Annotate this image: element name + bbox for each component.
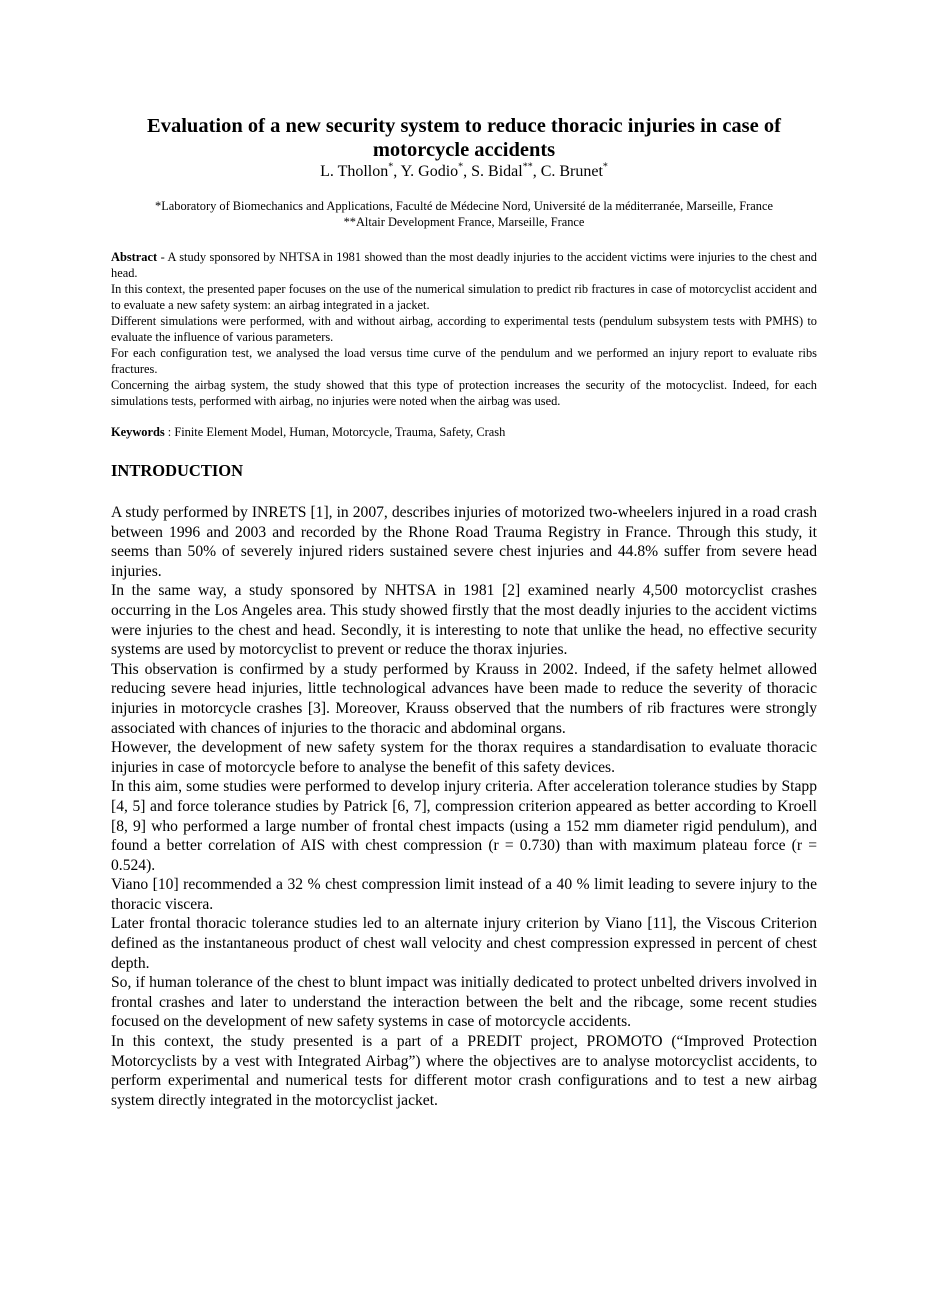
abstract-text: - A study sponsored by NHTSA in 1981 showed than the most deadly injuries to the accident victims were injuries to the chest and head. xyxy=(111,250,817,280)
affiliations xyxy=(111,198,817,230)
author-affiliation-mark: * xyxy=(602,161,608,173)
author-separator: , xyxy=(532,163,541,180)
author-affiliation-mark: * xyxy=(458,161,464,173)
body-paragraph: However, the development of new safety system for the thorax requires a standardisation to evaluate thoracic injuries in case of motorcycle before to analyse the benefit of this safety devices. xyxy=(111,739,817,776)
abstract-paragraph: In this context, the presented paper focuses on the use of the numerical simulation to predict rib fractures in case of motorcyclist accident and to evaluate a new safety system: an airbag integrated in a jacket. xyxy=(111,282,817,312)
author-separator: , xyxy=(393,163,401,180)
paper-title: Evaluation of a new security system to reduce thoracic injuries in case of motorcycle accidents xyxy=(147,115,781,161)
keywords-label: Keywords xyxy=(111,425,165,439)
paper-page xyxy=(111,114,817,1110)
introduction-body xyxy=(111,503,817,1110)
author-list xyxy=(111,162,817,182)
body-paragraph: Viano [10] recommended a 32 % chest compression limit instead of a 40 % limit leading to severe injury to the thoracic viscera. xyxy=(111,876,817,913)
abstract-paragraph: Concerning the airbag system, the study showed that this type of protection increases the security of the motocyclist. Indeed, for each simulations tests, performed with airbag, no injuries were noted when the airbag was used. xyxy=(111,378,817,408)
keywords-text: : Finite Element Model, Human, Motorcycle, Trauma, Safety, Crash xyxy=(164,425,506,439)
keywords xyxy=(111,424,817,440)
author-affiliation-mark: * xyxy=(388,161,394,173)
affiliation-line: *Laboratory of Biomechanics and Applications, Faculté de Médecine Nord, Université de la méditerranée, Marseille, France xyxy=(155,199,773,213)
author-affiliation-mark: ** xyxy=(522,161,533,173)
body-paragraph: A study performed by INRETS [1], in 2007, describes injuries of motorized two-wheelers injured in a road crash between 1996 and 2003 and recorded by the Rhone Road Trauma Registry in France. Through this study, it seems than 50% of severely injured riders sustained severe chest injuries and 44.8% suffer from severe head injuries. xyxy=(111,504,817,580)
author-name: C. Brunet xyxy=(540,163,603,180)
body-paragraph: This observation is confirmed by a study performed by Krauss in 2002. Indeed, if the safety helmet allowed reducing severe head injuries, little technological advances have been made to reduce the severity of thoracic injuries in motorcycle crashes [3]. Moreover, Krauss observed that the numbers of rib fractures were strongly associated with chances of injuries to the thoracic and abdominal organs. xyxy=(111,660,817,737)
abstract-paragraph: Different simulations were performed, with and without airbag, according to experimental tests (pendulum subsystem tests with PMHS) to evaluate the influence of various parameters. xyxy=(111,314,817,344)
author-name: L. Thollon xyxy=(320,163,389,180)
abstract xyxy=(111,249,817,409)
author-name: Y. Godio xyxy=(400,163,459,180)
body-paragraph: So, if human tolerance of the chest to blunt impact was initially dedicated to protect unbelted drivers involved in frontal crashes and later to understand the interaction between the belt and the ribcage, some recent studies focused on the development of new safety systems in case of motorcycle accidents. xyxy=(111,974,817,1031)
abstract-label: Abstract xyxy=(111,250,158,264)
body-paragraph: Later frontal thoracic tolerance studies led to an alternate injury criterion by Viano [11], the Viscous Criterion defined as the instantaneous product of chest wall velocity and chest compression expressed in percent of chest depth. xyxy=(111,915,817,972)
body-paragraph: In the same way, a study sponsored by NHTSA in 1981 [2] examined nearly 4,500 motorcyclist crashes occurring in the Los Angeles area. This study showed firstly that the most deadly injuries to the accident victims were injuries to the chest and head. Secondly, it is interesting to note that unlike the head, no effective security systems are used by motorcyclist to prevent or reduce the thorax injuries. xyxy=(111,582,817,659)
abstract-paragraph xyxy=(111,249,817,281)
affiliation-line: **Altair Development France, Marseille, France xyxy=(343,215,585,229)
section-heading-introduction: INTRODUCTION xyxy=(111,461,244,480)
author-name: S. Bidal xyxy=(471,163,523,180)
abstract-paragraph: For each configuration test, we analysed the load versus time curve of the pendulum and we performed an injury report to evaluate ribs fractures. xyxy=(111,346,817,376)
author-separator: , xyxy=(463,163,472,180)
body-paragraph: In this aim, some studies were performed to develop injury criteria. After acceleration tolerance studies by Stapp [4, 5] and force tolerance studies by Patrick [6, 7], compression criterion appeared as better according to Kroell [8, 9] who performed a large number of frontal chest impacts (using a 152 mm diameter rigid pendulum), and found a better correlation of AIS with chest compression (r = 0.730) than with maximum plateau force (r = 0.524). xyxy=(111,778,817,874)
body-paragraph: In this context, the study presented is a part of a PREDIT project, PROMOTO (“Improved Protection Motorcyclists by a vest with Integrated Airbag”) where the objectives are to analyse motorcyclist accidents, to perform experimental and numerical tests for different motor crash configurations and to test a new airbag system directly integrated in the motorcyclist jacket. xyxy=(111,1033,817,1109)
